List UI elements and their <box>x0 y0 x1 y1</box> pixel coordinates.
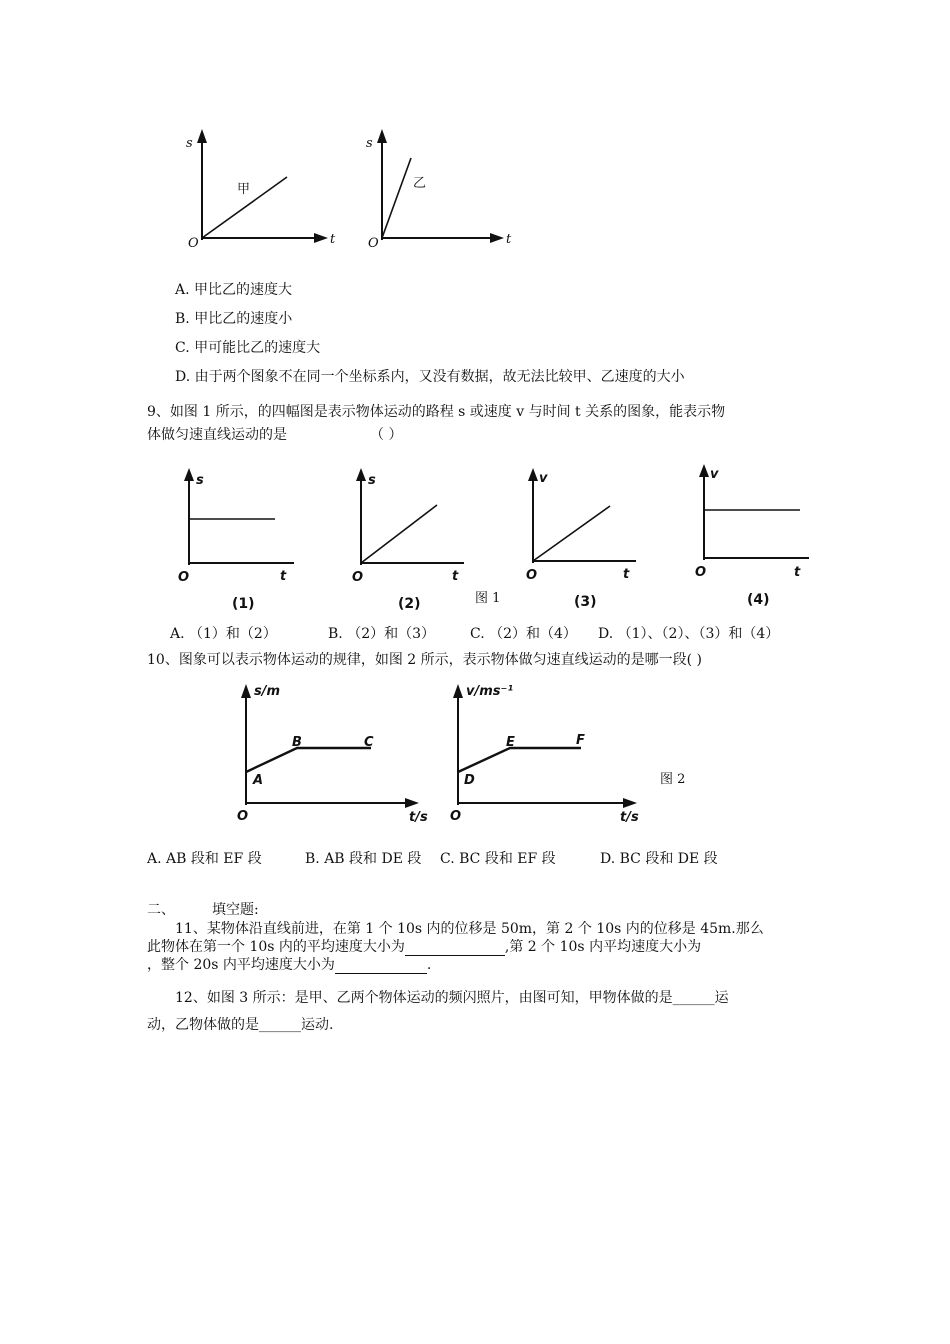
q10-option-a: A. AB 段和 EF 段 <box>147 851 262 867</box>
q11-line3-text-a: ，整个 20s 内平均速度大小为 <box>147 957 335 973</box>
q8-option-d: D. 由于两个图象不在同一个坐标系内，又没有数据，故无法比较甲、乙速度的大小 <box>175 369 685 385</box>
x-axis-label: t <box>452 569 459 584</box>
origin-label: O <box>526 568 538 583</box>
x-axis-label: t <box>794 565 801 580</box>
origin-label: O <box>352 570 364 585</box>
graph-caption: (3) <box>574 594 597 610</box>
y-axis-label: v <box>710 467 719 482</box>
y-axis-label: v <box>539 471 548 486</box>
point-label-d: D <box>464 773 475 788</box>
origin-label: O <box>188 236 199 251</box>
graph-yi <box>360 125 520 260</box>
q9-option-d: D. （1）、（2）、（3）和（4） <box>598 626 780 642</box>
x-axis-label: t <box>280 569 287 584</box>
origin-label: O <box>695 565 707 580</box>
q10-option-d: D. BC 段和 DE 段 <box>600 851 718 867</box>
point-label-f: F <box>576 733 585 748</box>
q10-graph-v <box>440 680 650 830</box>
q10-figure-caption: 图 2 <box>660 772 686 787</box>
q12-line1 <box>175 989 729 1007</box>
y-axis-label: s <box>186 136 193 151</box>
q11-line2-text-a: 此物体在第一个 10s 内的平均速度大小为 <box>147 939 405 955</box>
q9-figure-caption: 图 1 <box>475 591 501 606</box>
y-axis-label: s <box>196 473 204 488</box>
graph-caption: (2) <box>398 596 421 612</box>
graph-caption: (1) <box>232 596 255 612</box>
y-axis-label: v/ms⁻¹ <box>466 684 514 699</box>
q9-option-a: A. （1）和（2） <box>170 626 277 642</box>
q9-graph-2 <box>340 465 480 625</box>
q10-graph-s <box>230 680 430 830</box>
q8-option-b: B. 甲比乙的速度小 <box>175 311 293 327</box>
q11-line2 <box>147 938 701 956</box>
x-axis-label: t <box>623 567 630 582</box>
q11-line3-text-b: . <box>426 957 432 973</box>
point-label-b: B <box>292 735 302 750</box>
q11-line2-text-b: ,第 2 个 10s 内平均速度大小为 <box>504 939 702 955</box>
q9-text-line1: 9、如图 1 所示，的四幅图是表示物体运动的路程 s 或速度 v 与时间 t 关系的图象，能表示物 <box>147 404 726 420</box>
y-axis-label: s <box>366 136 373 151</box>
x-axis-label: t <box>330 232 336 247</box>
origin-label: O <box>178 570 190 585</box>
q10-text: 10、图象可以表示物体运动的规律，如图 2 所示，表示物体做匀速直线运动的是哪一段( ) <box>147 652 702 668</box>
q10-option-c: C. BC 段和 EF 段 <box>440 851 556 867</box>
graph-caption: (4) <box>747 592 770 608</box>
x-axis-label: t <box>506 232 512 247</box>
q9-graph-3 <box>512 465 652 625</box>
x-axis-label: t/s <box>620 810 639 825</box>
q8-option-a: A. 甲比乙的速度大 <box>175 282 293 298</box>
y-axis-label: s/m <box>254 684 281 699</box>
q8-option-c: C. 甲可能比乙的速度大 <box>175 340 321 356</box>
point-label-a: A <box>253 773 264 788</box>
origin-label: O <box>237 809 249 824</box>
q9-bracket: （ ） <box>370 427 403 443</box>
origin-label: O <box>450 809 462 824</box>
q9-option-c: C. （2）和（4） <box>470 626 577 642</box>
q9-graph-4 <box>683 462 823 622</box>
q10-option-b: B. AB 段和 DE 段 <box>305 851 422 867</box>
graph-jia <box>180 125 340 260</box>
section2-heading: 填空题: <box>212 902 259 918</box>
origin-label: O <box>368 236 379 251</box>
q12-blank-2[interactable]: ______ <box>259 1017 301 1033</box>
point-label-e: E <box>506 735 515 750</box>
q12-line2 <box>147 1016 333 1034</box>
x-axis-label: t/s <box>409 810 428 825</box>
q9-option-b: B. （2）和（3） <box>328 626 436 642</box>
q11-blank-3[interactable] <box>335 958 427 974</box>
q12-blank-1[interactable]: ______ <box>672 990 715 1006</box>
q11-blank-1[interactable] <box>405 940 505 956</box>
q12-line1-text-a: 12、如图 3 所示：是甲、乙两个物体运动的频闪照片，由图可知，甲物体做的是 <box>175 990 673 1006</box>
point-label-c: C <box>364 735 374 750</box>
q11-line1: 11、某物体沿直线前进，在第 1 个 10s 内的位移是 50m，第 2 个 10s 内的位移是 45m.那么 <box>175 921 764 937</box>
q11-line3 <box>147 956 431 974</box>
q9-text-line2: 体做匀速直线运动的是 <box>147 427 287 443</box>
q12-line1-text-c: 运 <box>714 990 729 1006</box>
q9-graph-1 <box>170 465 310 625</box>
q12-line2-text-a: 动，乙物体做的是 <box>147 1017 259 1033</box>
section2-number: 二、 <box>147 902 175 918</box>
line-label-jia: 甲 <box>237 182 251 197</box>
q12-line2-text-c: 运动. <box>301 1017 334 1033</box>
line-label-yi: 乙 <box>413 176 427 191</box>
y-axis-label: s <box>368 473 376 488</box>
